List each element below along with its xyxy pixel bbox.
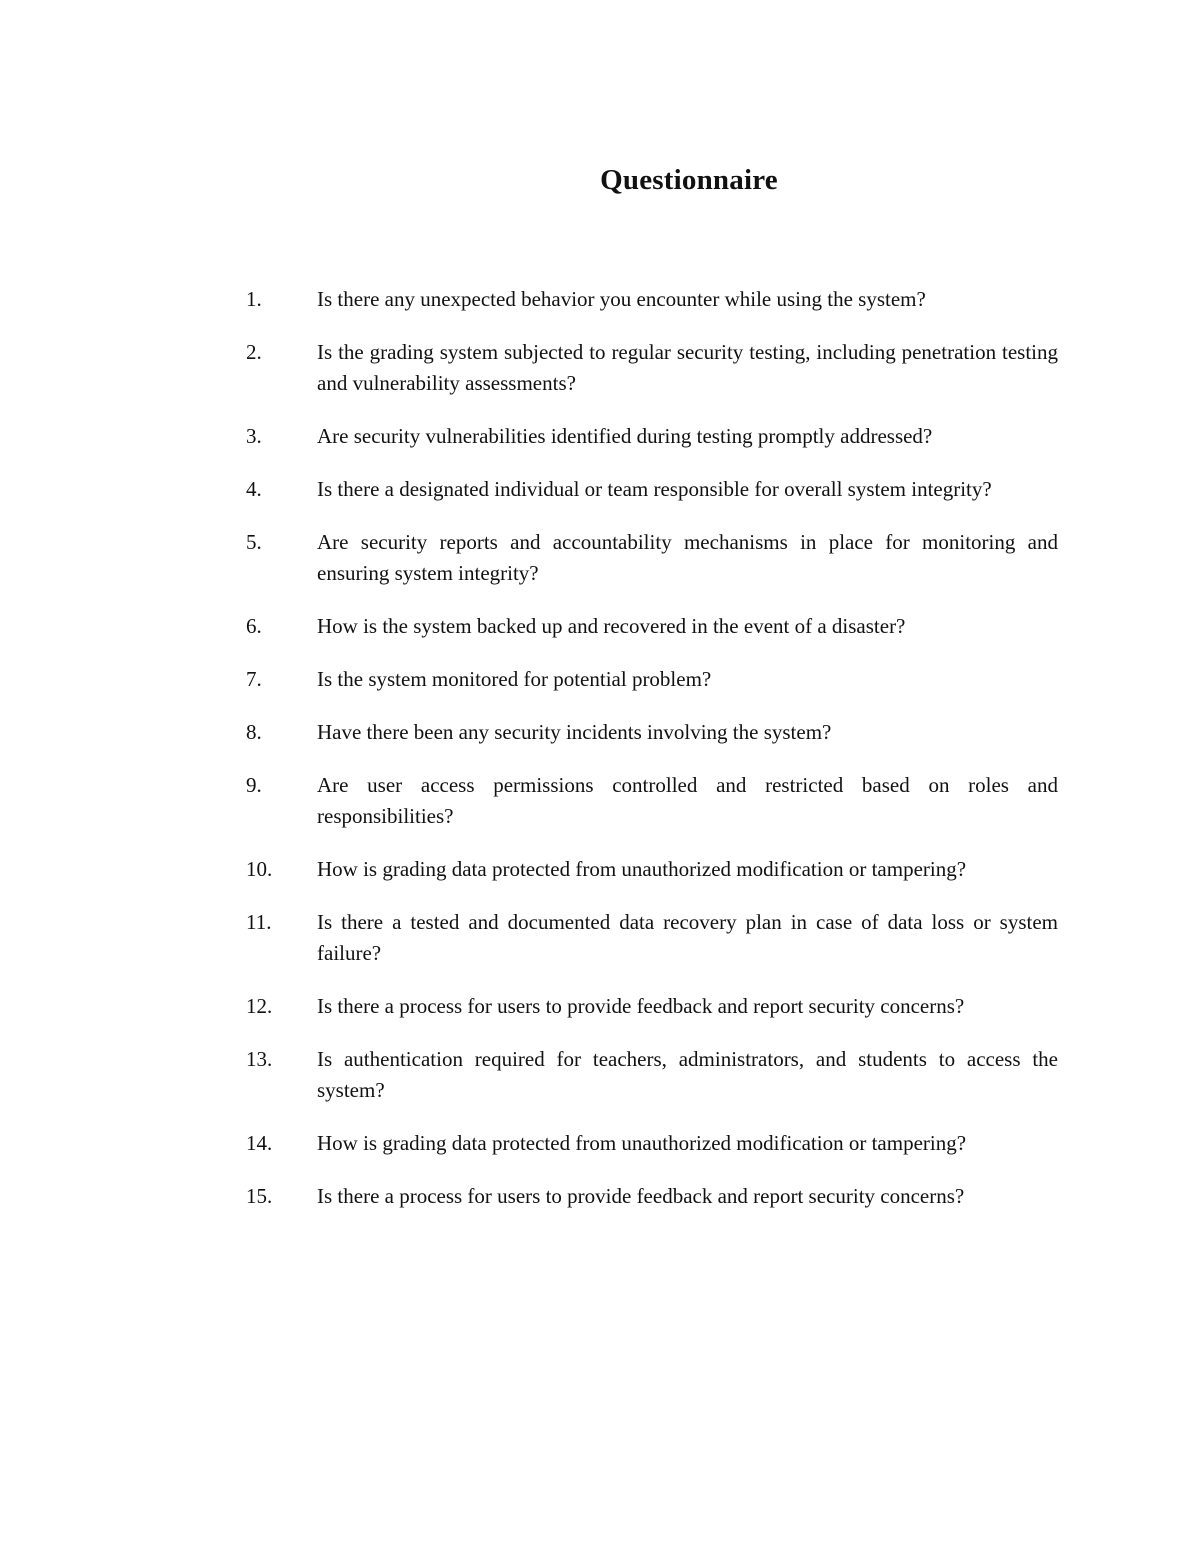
question-item xyxy=(246,1044,1058,1106)
question-item xyxy=(246,1128,1058,1159)
question-number: 11. xyxy=(246,910,272,934)
question-number: 2. xyxy=(246,340,262,364)
question-item xyxy=(246,907,1058,969)
question-number: 6. xyxy=(246,614,262,638)
question-item xyxy=(246,611,1058,642)
question-text: Are security reports and accountability mechanisms in place for monitoring and ensuring system integrity? xyxy=(317,530,1058,585)
question-number: 7. xyxy=(246,667,262,691)
question-text: How is grading data protected from unauthorized modification or tampering? xyxy=(317,1131,967,1155)
question-number: 13. xyxy=(246,1047,273,1071)
question-text: Are user access permissions controlled and restricted based on roles and responsibilities? xyxy=(317,773,1058,828)
question-text: Is there a designated individual or team responsible for overall system integrity? xyxy=(317,477,992,501)
question-text: Have there been any security incidents involving the system? xyxy=(317,720,832,744)
question-item xyxy=(246,717,1058,748)
question-item xyxy=(246,421,1058,452)
question-item xyxy=(246,284,1058,315)
question-text: How is the system backed up and recovered in the event of a disaster? xyxy=(317,614,906,638)
question-item xyxy=(246,854,1058,885)
question-text: Is there any unexpected behavior you encounter while using the system? xyxy=(317,287,926,311)
question-number: 9. xyxy=(246,773,262,797)
document-title: Questionnaire xyxy=(600,164,778,196)
question-number: 12. xyxy=(246,994,273,1018)
question-item xyxy=(246,991,1058,1022)
question-number: 3. xyxy=(246,424,262,448)
question-item xyxy=(246,474,1058,505)
question-item xyxy=(246,527,1058,589)
question-number: 1. xyxy=(246,287,262,311)
question-text: How is grading data protected from unauthorized modification or tampering? xyxy=(317,857,967,881)
question-item xyxy=(246,1181,1058,1212)
question-item xyxy=(246,770,1058,832)
question-text: Is the system monitored for potential problem? xyxy=(317,667,712,691)
question-number: 8. xyxy=(246,720,262,744)
question-text: Is the grading system subjected to regular security testing, including penetration testing and vulnerability assessments? xyxy=(317,340,1058,395)
question-text: Are security vulnerabilities identified during testing promptly addressed? xyxy=(317,424,933,448)
question-list xyxy=(246,284,1058,1234)
question-text: Is there a process for users to provide feedback and report security concerns? xyxy=(317,1184,965,1208)
question-number: 5. xyxy=(246,530,262,554)
question-number: 10. xyxy=(246,857,273,881)
question-number: 15. xyxy=(246,1184,273,1208)
question-number: 14. xyxy=(246,1131,273,1155)
question-number: 4. xyxy=(246,477,262,501)
question-text: Is there a process for users to provide feedback and report security concerns? xyxy=(317,994,965,1018)
question-text: Is there a tested and documented data recovery plan in case of data loss or system failure? xyxy=(317,910,1058,965)
question-text: Is authentication required for teachers, administrators, and students to access the system? xyxy=(317,1047,1058,1102)
question-item xyxy=(246,337,1058,399)
question-item xyxy=(246,664,1058,695)
